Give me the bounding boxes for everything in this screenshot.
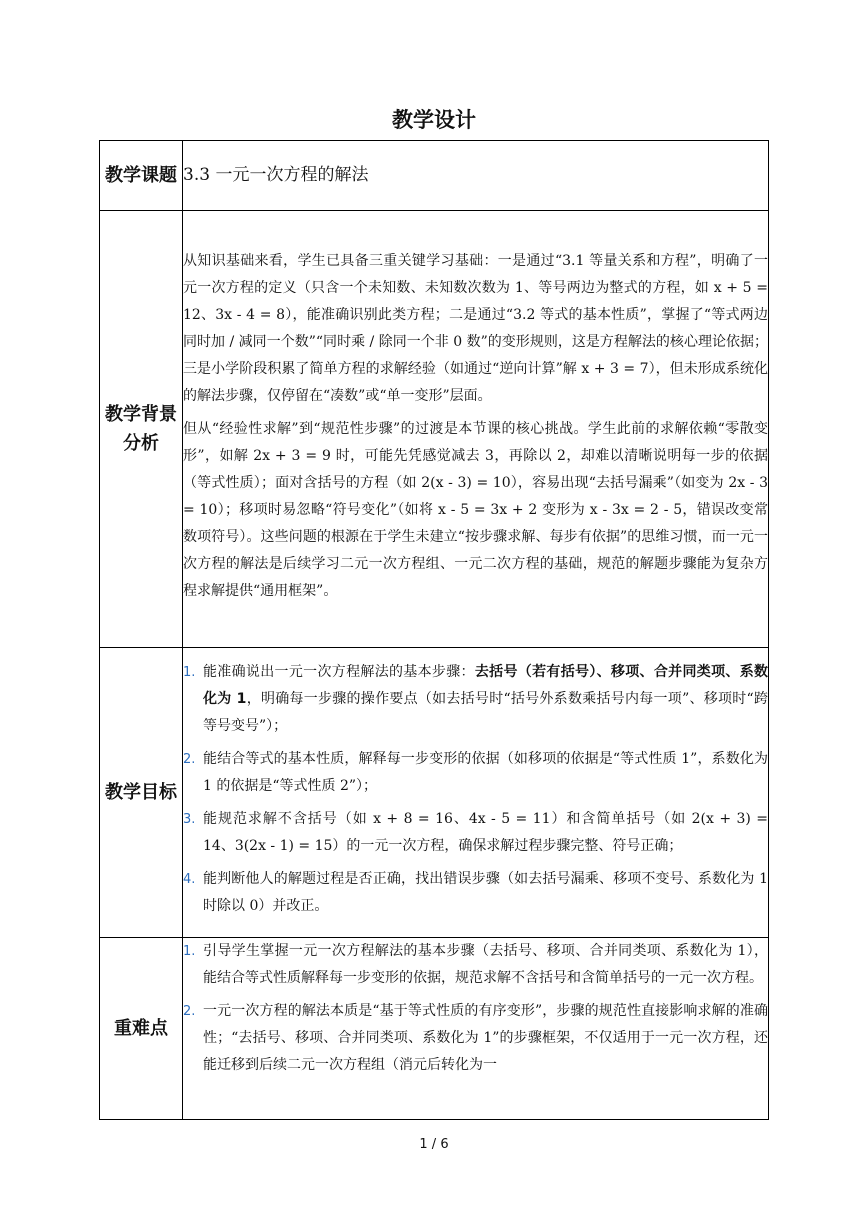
topic-value: 3.3 一元一次方程的解法	[183, 165, 369, 185]
objectives-list	[183, 659, 768, 920]
key-points-row	[100, 938, 769, 1120]
lesson-plan-table	[99, 140, 769, 1120]
objective-number: 3.	[183, 812, 196, 827]
key-point-number: 2.	[183, 1004, 196, 1019]
objective-bold-steps: 去括号（若有括号）、移项、合并同类项、系数化为 1	[203, 664, 769, 707]
objectives-row	[100, 648, 769, 938]
objective-item	[183, 866, 768, 920]
objective-number: 1.	[183, 665, 196, 680]
objective-number: 4.	[183, 872, 196, 887]
objective-item	[183, 806, 768, 860]
objective-item	[183, 746, 768, 800]
objective-number: 2.	[183, 752, 196, 767]
page-number: 1 / 6	[419, 1137, 449, 1152]
objective-text: 能结合等式的基本性质，解释每一步变形的依据（如移项的依据是“等式性质 1”，系数化为 1 的依据是“等式性质 2”）；	[203, 751, 768, 794]
objective-text: 能规范求解不含括号（如 x + 8 = 16、4x - 5 = 11）和含简单括号（如 2(x + 3) = 14、3(2x - 1) = 15）的一元一次方程，确保求解过程步骤完整、符号正确；	[203, 811, 768, 854]
key-point-item	[183, 938, 768, 992]
background-paragraph-1: 从知识基础来看，学生已具备三重关键学习基础：一是通过“3.1 等量关系和方程”，明确了一元一次方程的定义（只含一个未知数、未知数次数为 1、等号两边为整式的方程，如 x + 5 = 12、3x - 4 = 8），能准确识别此类方程；二是通过“3.2 等式的基本性质”，掌握了“等式两边同时加 / 减同一个数”“同时乘 / 除同一个非 0 数”的变形规则，这是方程解法的核心理论依据；三是小学阶段积累了简单方程的求解经验（如通过“逆向计算”解 x + 3 = 7），但未形成系统化的解法步骤，仅停留在“凑数”或“单一变形”层面。	[183, 252, 768, 404]
objective-text: 能判断他人的解题过程是否正确，找出错误步骤（如去括号漏乘、移项不变号、系数化为 1 时除以 0）并改正。	[203, 871, 768, 914]
key-point-text: 一元一次方程的解法本质是“基于等式性质的有序变形”，步骤的规范性直接影响求解的准确性；“去括号、移项、合并同类项、系数化为 1”的步骤框架，不仅适用于一元一次方程，还能迁移到后续二元一次方程组（消元后转化为一	[203, 1003, 768, 1073]
topic-label: 教学课题	[100, 141, 183, 211]
background-cell	[183, 211, 769, 648]
objective-text-tail: ，明确每一步骤的操作要点（如去括号时“括号外系数乘括号内每一项”、移项时“跨等号变号”）；	[203, 691, 768, 734]
background-label: 教学背景分析	[100, 211, 183, 648]
document-title: 教学设计	[392, 108, 476, 132]
key-points-label: 重难点	[100, 938, 183, 1120]
objectives-label: 教学目标	[100, 648, 183, 938]
topic-row	[100, 141, 769, 211]
key-point-item	[183, 998, 768, 1079]
key-points-list	[183, 938, 768, 1079]
objective-text: 能准确说出一元一次方程解法的基本步骤：	[203, 664, 475, 680]
key-points-cell	[183, 938, 769, 1120]
background-paragraph-2: 但从“经验性求解”到“规范性步骤”的过渡是本节课的核心挑战。学生此前的求解依赖“零散变形”，如解 2x + 3 = 9 时，可能先凭感觉减去 3，再除以 2，却难以清晰说明每一步的依据（等式性质）；面对含括号的方程（如 2(x - 3) = 10），容易出现“去括号漏乘”（如变为 2x - 3 = 10）；移项时易忽略“符号变化”（如将 x - 5 = 3x + 2 变形为 x - 3x = 2 - 5，错误改变常数项符号）。这些问题的根源在于学生未建立“按步骤求解、每步有依据”的思维习惯，而一元一次方程的解法是后续学习二元一次方程组、一元二次方程的基础，规范的解题步骤能为复杂方程求解提供“通用框架”。	[183, 420, 768, 599]
topic-cell	[183, 141, 769, 211]
objective-item	[183, 659, 768, 740]
background-row	[100, 211, 769, 648]
key-point-text: 引导学生掌握一元一次方程解法的基本步骤（去括号、移项、合并同类项、系数化为 1），能结合等式性质解释每一步变形的依据，规范求解不含括号和含简单括号的一元一次方程。	[203, 943, 768, 986]
key-point-number: 1.	[183, 944, 196, 959]
objectives-cell	[183, 648, 769, 938]
